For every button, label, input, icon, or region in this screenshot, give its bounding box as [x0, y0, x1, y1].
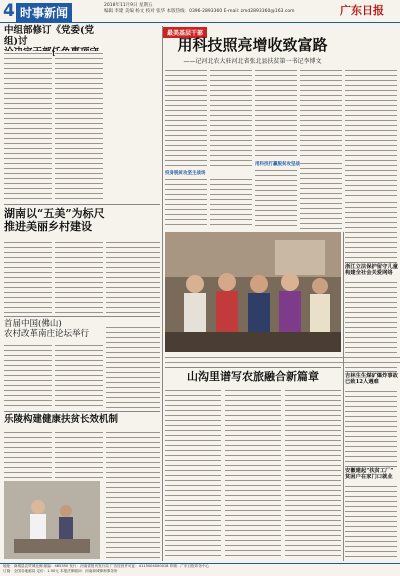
feature-body-1 [165, 68, 207, 168]
article-2-title-line2: 推进美丽乡村建设 [4, 219, 92, 233]
article-3-body-3 [106, 325, 160, 408]
feature-photo [165, 232, 341, 352]
feature-title: 用科技照亮增收致富路 [177, 36, 328, 54]
article-2-title [4, 208, 160, 233]
feature-subhead-1: 投身脱贫攻坚主战场 [165, 171, 206, 176]
article-1-body-right [55, 51, 103, 201]
feature-body-10 [345, 200, 397, 260]
right-article-1-title-line1: 浙江立法保护留守儿童 [345, 264, 398, 270]
right-article-3-title-line2: 贫困户在家门口就业 [345, 474, 393, 481]
article-2-body-1 [4, 240, 52, 313]
right-article-1-body [345, 280, 397, 368]
article-4-body-1 [4, 430, 52, 478]
page-number: 4 [3, 1, 15, 21]
feature-body-2 [210, 68, 252, 168]
right-article-2-title-line1: 吉林生生煤矿爆炸事故 [345, 373, 398, 379]
article-5-body-1 [165, 388, 221, 559]
group-photo-icon [165, 232, 341, 352]
article-4-body-3 [106, 430, 160, 559]
paper-logo: 广东日报 [340, 4, 384, 17]
right-article-2-title [345, 373, 398, 385]
feature-body-3 [255, 68, 297, 158]
article-2-body-3 [106, 240, 160, 313]
footer-line2: 订阅：全国各地邮局 定价：1.50元 本报法律顾问：河南商城律师事务所 [3, 569, 118, 573]
divider [4, 316, 160, 317]
masthead-date: 2018年11月9日 星期五 [104, 3, 153, 8]
divider [345, 466, 397, 467]
divider [165, 367, 341, 368]
footer-line1: 地址：商城县农贸城北侧 邮编：465350 发行：河南省报刊发行局 广告经营许可证：4115004000018 印刷：广东日报印务中心 [3, 564, 210, 568]
article-3-title-line2: 农村改革南庄论坛举行 [4, 328, 90, 339]
article-1-body-left [4, 51, 52, 201]
article-5-body-2 [225, 388, 281, 559]
article-2-title-line1: 湖南以“五美”为标尺 [4, 207, 105, 220]
section-title: 时事新闻 [16, 3, 72, 22]
divider [4, 204, 160, 205]
divider [345, 371, 397, 372]
right-article-2-body [345, 389, 397, 463]
article-4-title: 乐陵构建健康扶贫长效机制 [4, 414, 119, 425]
feature-body-9 [345, 68, 397, 198]
right-article-3-title [345, 468, 398, 480]
article-3-title-line1: 首届中国(佛山) [4, 319, 62, 329]
masthead-meta [104, 3, 304, 15]
divider [4, 411, 160, 412]
article-4-photo [4, 481, 100, 559]
footer [0, 563, 400, 576]
feature-subtitle: ——记河北农大驻河北省张北县扶贫第一书记李博文 [183, 58, 322, 65]
article-1-title-line1: 中组部修订《党委(党组)讨 [4, 25, 94, 47]
article-3-title [4, 320, 104, 340]
feature-subhead-2: 用科技打赢脱贫攻坚战 [255, 162, 300, 167]
right-article-3-body [345, 484, 397, 560]
right-article-1-title [345, 264, 398, 276]
column-divider [343, 232, 344, 561]
article-3-body-2 [55, 343, 103, 408]
divider [345, 262, 397, 263]
feature-body-6 [210, 177, 252, 229]
right-article-3-title-line1: 安徽建起“扶贫工厂” [345, 468, 394, 474]
article-2-body-2 [55, 240, 103, 313]
column-divider [162, 26, 163, 561]
feature-body-8 [300, 161, 342, 229]
right-article-2-title-line2: 已致12人遇难 [345, 379, 379, 386]
feature-body-5 [165, 177, 207, 229]
masthead-editors: 编辑 李建 美编 杨文 校对 张华 本版热线：0396-2893360 E-mail: zmd2893360@163.com [104, 9, 295, 14]
feature-body-7 [255, 168, 297, 229]
article-5-title: 山沟里谱写农旅融合新篇章 [187, 370, 319, 383]
article-4-body-2 [55, 430, 103, 478]
right-article-1-title-line2: 构建全社会关爱网络 [345, 270, 393, 277]
clinic-scene-icon [4, 481, 100, 559]
article-5-body-3 [285, 388, 341, 559]
article-3-body-1 [4, 343, 52, 408]
feature-ribbon: 最美基层干部 [163, 27, 207, 38]
feature-body-4 [300, 68, 342, 158]
